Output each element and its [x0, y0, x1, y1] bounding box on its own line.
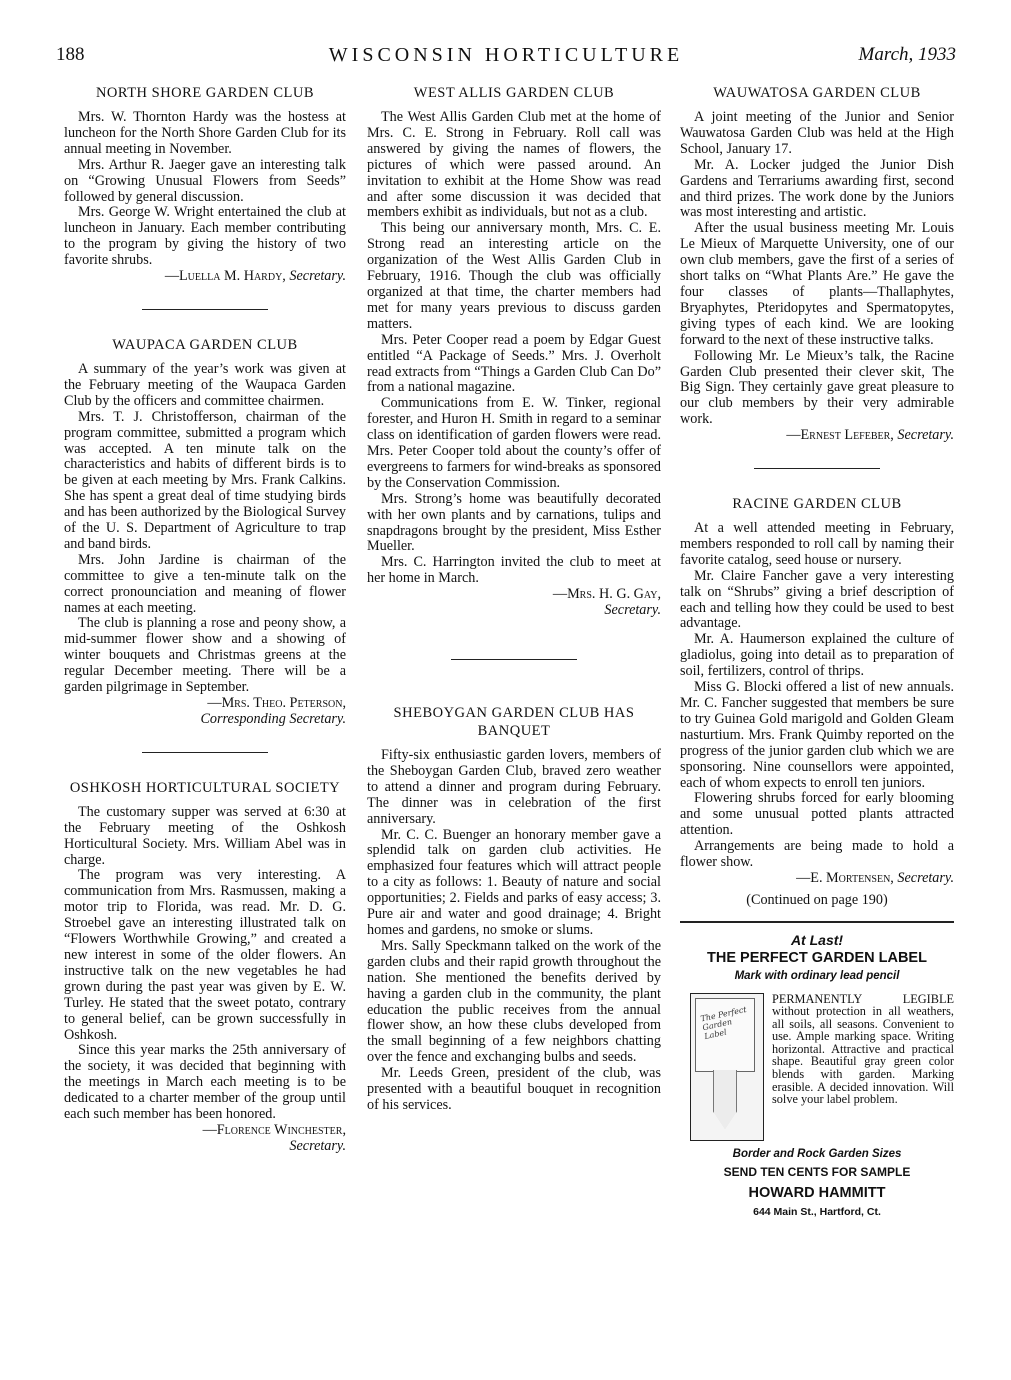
section-divider — [451, 659, 577, 660]
page-number: 188 — [56, 44, 85, 65]
paragraph: Mrs. W. Thornton Hardy was the hostess at luncheon for the North Shore Garden Club for its annual meeting in November. — [64, 109, 346, 157]
signature-name: —E. Mortensen, — [796, 869, 894, 886]
signature-title: Secretary. — [289, 1137, 346, 1154]
signature-name-line — [64, 696, 346, 712]
paragraph: Fifty-six enthusiastic garden lovers, members of the Sheboygan Garden Club, braved zero weather to attend a dinner and program during February. The dinner was in celebration of the first anniversary. — [367, 747, 661, 827]
paragraph: Mrs. John Jardine is chairman of the committee to give a ten-minute talk on the correct pronounciation and meaning of flower names at each meeting. — [64, 551, 346, 616]
label-card — [695, 998, 755, 1072]
ad-description: PERMANENTLY LEGIBLE without protection in all weathers, all soils, all seasons. Convenient to use. Ample marking space. Writing horizontal. Attractive and practical shape. Beautiful gray green color blends with garden. Marking erasible. A decided innovation. Will solve your label problem. — [772, 991, 954, 1107]
column-middle — [367, 84, 661, 1114]
article-wauwatosa — [680, 84, 954, 444]
paragraph: Mrs. Sally Speckmann talked on the work of the garden clubs and their rapid growth throughout the nation. She mentioned the benefits derived by having a garden club in the community, the plant education the public receives from the annual flower show, an how these clubs developed from the small beginning of a few neighbors chatting over the fence and exchanging bulbs and seeds. — [367, 937, 661, 1066]
ad-company: HOWARD HAMMITT — [748, 1185, 886, 1202]
paragraph: The club is planning a rose and peony show, a mid-summer flower show and a showing of winter bouquets and Christmas greens at the regular December meeting. There will be a garden pilgrimage in September. — [64, 615, 346, 696]
signature-title: Secretary. — [604, 602, 661, 619]
ad-sizes: Border and Rock Garden Sizes — [732, 1147, 902, 1160]
paragraph: The West Allis Garden Club met at the home of Mrs. C. E. Strong in February. Roll call was answered by giving the names of flowers, the pictures of which were passed around. An invitation to exhibit at the Home Show was read and after some discussion it was decided that members exhibit as individuals, but not as a club. — [367, 109, 661, 221]
paragraph: The program was very interesting. A communication from Mrs. Rasmussen, making a motor trip to Florida, was read. Mr. D. G. Stroebel gave an interesting illustrated talk on “Flowers Worthwhile Growing,” and created a new interest in some of the older flowers. An instructive talk on the new vegetables he had grown during the past year was given by E. W. Turley. He stated that the sweet potato, contrary to general belief, can be grown successfully in Oshkosh. — [64, 867, 346, 1043]
signature-name: —Florence Winchester, — [202, 1121, 346, 1138]
paragraph: Following Mr. Le Mieux’s talk, the Racine Garden Club presented their clever skit, The Big Sign. They certainly gave great pleasure to our club members by their very admirable work. — [680, 347, 954, 428]
article-west-allis — [367, 84, 661, 619]
paragraph: At a well attended meeting in February, members responded to roll call by naming their favorite catalog, seed house or nursery. — [680, 520, 954, 568]
paragraph: Mr. Leeds Green, president of the club, was presented with a beautiful bouquet in recognition of his services. — [367, 1065, 661, 1113]
paragraph: This being our anniversary month, Mrs. C. E. Strong read an interesting article on the organization of the West Allis Garden Club in February, 1916. Though the club was officially organized at that time, the charter members had met for many years previous to discuss garden matters. — [367, 220, 661, 332]
article-title: SHEBOYGAN GARDEN CLUB HAS BANQUET — [393, 705, 635, 739]
continued-note: (Continued on page 190) — [746, 891, 888, 908]
signature-title: Corresponding Secretary. — [200, 710, 346, 727]
journal-title: WISCONSIN HORTICULTURE — [328, 44, 684, 66]
signature-title: Secretary. — [897, 869, 954, 886]
paragraph: Mrs. Strong’s home was beautifully decorated with her own plants and by carnations, tulips and snapdragons brought by the president, Miss Esther Mueller. — [367, 490, 661, 555]
ad-title: THE PERFECT GARDEN LABEL — [707, 949, 927, 966]
signature-name-line — [64, 1123, 346, 1139]
signature-name-line — [367, 587, 661, 603]
paragraph: Mrs. T. J. Christofferson, chairman of the program committee, submitted a program which was accepted. A ten minute talk on the characteristics and habits of different birds is to be given at each meeting by Mrs. Frank Calkins. She has spent a great deal of time studying birds and has been authorized by the Biological Survey of the U. S. Department of Agriculture to trap and band birds. — [64, 408, 346, 552]
signature-title-line — [367, 603, 661, 619]
ad-at-last: At Last! — [790, 931, 844, 948]
ad-address: 644 Main St., Hartford, Ct. — [753, 1206, 881, 1219]
paragraph: Mrs. George W. Wright entertained the club at luncheon in January. Each member contributing to the program by giving the history of two favorite shrubs. — [64, 204, 346, 269]
signature-title: Secretary. — [289, 268, 346, 285]
article-north-shore — [64, 84, 346, 285]
article-racine — [680, 495, 954, 909]
signature-name: —Ernest Lefeber, — [786, 427, 894, 444]
paragraph: After the usual business meeting Mr. Louis Le Mieux of Marquette University, one of our own club members, gave the first of a series of short talks on “What Plants Are.” He gave the four classes of plants—Thallaphytes, Bryaphytes, Pteridopytes and Spermatopytes, giving types of each kind. We are looking forward to the next of these instructive talks. — [680, 220, 954, 348]
paragraph: Communications from E. W. Tinker, regional forester, and Huron H. Smith in regard to a seminar class on identification of garden flowers were read. Mrs. Peter Cooper told about the county’s offer of evergreens to farmers for wind-breaks as sponsored by the Conservation Commission. — [367, 395, 661, 491]
article-waupaca — [64, 336, 346, 728]
column-left — [64, 84, 346, 1155]
article-title: RACINE GARDEN CLUB — [732, 496, 902, 513]
article-title: NORTH SHORE GARDEN CLUB — [95, 85, 315, 101]
issue-date: March, 1933 — [858, 44, 956, 65]
section-divider — [754, 468, 880, 469]
paragraph: Mrs. Peter Cooper read a poem by Edgar Guest entitled “A Package of Seeds.” Mrs. J. Overholt read extracts from “Things a Garden Club Can Do” from a national magazine. — [367, 331, 661, 396]
article-title: WEST ALLIS GARDEN CLUB — [413, 85, 615, 101]
ad-offer: SEND TEN CENTS FOR SAMPLE — [723, 1165, 911, 1180]
signature — [64, 269, 346, 285]
page-header — [56, 44, 956, 74]
ad-subtitle: Mark with ordinary lead pencil — [734, 969, 900, 982]
paragraph: Mr. C. C. Buenger an honorary member gave a splendid talk on garden club activities. He emphasized four features which will attract people to a city as follows: 1. Beauty of nature and social opportunities; 2. Fields and parks of easy access; 3. Pure air and water and good drainage; 4. Bright homes and gardens, no smoke or slums. — [367, 826, 661, 938]
paragraph: Arrangements are being made to hold a flower show. — [680, 838, 954, 871]
section-divider — [142, 752, 268, 753]
signature-name: —Mrs. H. G. Gay, — [552, 586, 661, 603]
signature — [680, 871, 954, 887]
paragraph: Flowering shrubs forced for early blooming and some unusual potted plants attracted attention. — [680, 790, 954, 839]
paragraph: Mr. A. Haumerson explained the culture of gladiolus, going into detail as to preparation of soil, fertilizers, control of thrips. — [680, 631, 954, 680]
signature-title-line — [64, 1139, 346, 1155]
signature-name: —Mrs. Theo. Peterson, — [207, 695, 346, 711]
signature-title: Secretary. — [897, 427, 954, 444]
paragraph: Mrs. C. Harrington invited the club to meet at her home in March. — [367, 554, 661, 587]
article-title: WAUPACA GARDEN CLUB — [112, 336, 298, 353]
label-card-text: The Perfect Garden Label — [699, 1004, 748, 1041]
paragraph: Mr. A. Locker judged the Junior Dish Gardens and Terrariums awarding first, second and third prizes. The work done by the Juniors was most interesting and artistic. — [680, 156, 954, 221]
signature — [680, 428, 954, 444]
paragraph: The customary supper was served at 6:30 at the February meeting of the Oshkosh Horticultural Society. Mrs. William Abel was in charge. — [64, 803, 346, 868]
paragraph: Mr. Claire Fancher gave a very interesting talk on “Shrubs” giving a brief description of each and telling how they could be used to best advantage. — [680, 567, 954, 632]
label-stake — [713, 1070, 737, 1130]
paragraph: Mrs. Arthur R. Jaeger gave an interesting talk on “Growing Unusual Flowers from Seeds” followed by general discussion. — [64, 156, 346, 205]
signature-title-line — [64, 712, 346, 728]
article-title: OSHKOSH HORTICULTURAL SOCIETY — [69, 779, 341, 796]
advertisement-garden-label — [680, 921, 954, 1221]
paragraph: Miss G. Blocki offered a list of new annuals. Mr. C. Fancher suggested that members be sure to try Guinea Gold marigold and Golden Gleam nasturtium. Mrs. Frank Quimby reported on the progress of the junior garden club which we are sponsoring. Nine counsellors were appointed, each of whom expects to enroll ten juniors. — [680, 679, 954, 791]
signature-name: —Luella M. Hardy, — [164, 268, 286, 285]
paragraph: Since this year marks the 25th anniversary of the society, it was decided that beginning with the meetings in March each meeting is to be dedicated to a charter member of the group until each such member has been honored. — [64, 1042, 346, 1123]
column-right — [680, 84, 954, 1221]
paragraph: A joint meeting of the Junior and Senior Wauwatosa Garden Club was held at the High School, January 17. — [680, 109, 954, 157]
paragraph: A summary of the year’s work was given at the February meeting of the Waupaca Garden Club by the officers and committee chairmen. — [64, 360, 346, 409]
garden-label-image — [690, 993, 764, 1141]
ad-body — [680, 993, 954, 1143]
article-oshkosh — [64, 779, 346, 1155]
section-divider — [142, 309, 268, 310]
article-title: WAUWATOSA GARDEN CLUB — [713, 85, 921, 101]
article-sheboygan — [367, 704, 661, 1114]
